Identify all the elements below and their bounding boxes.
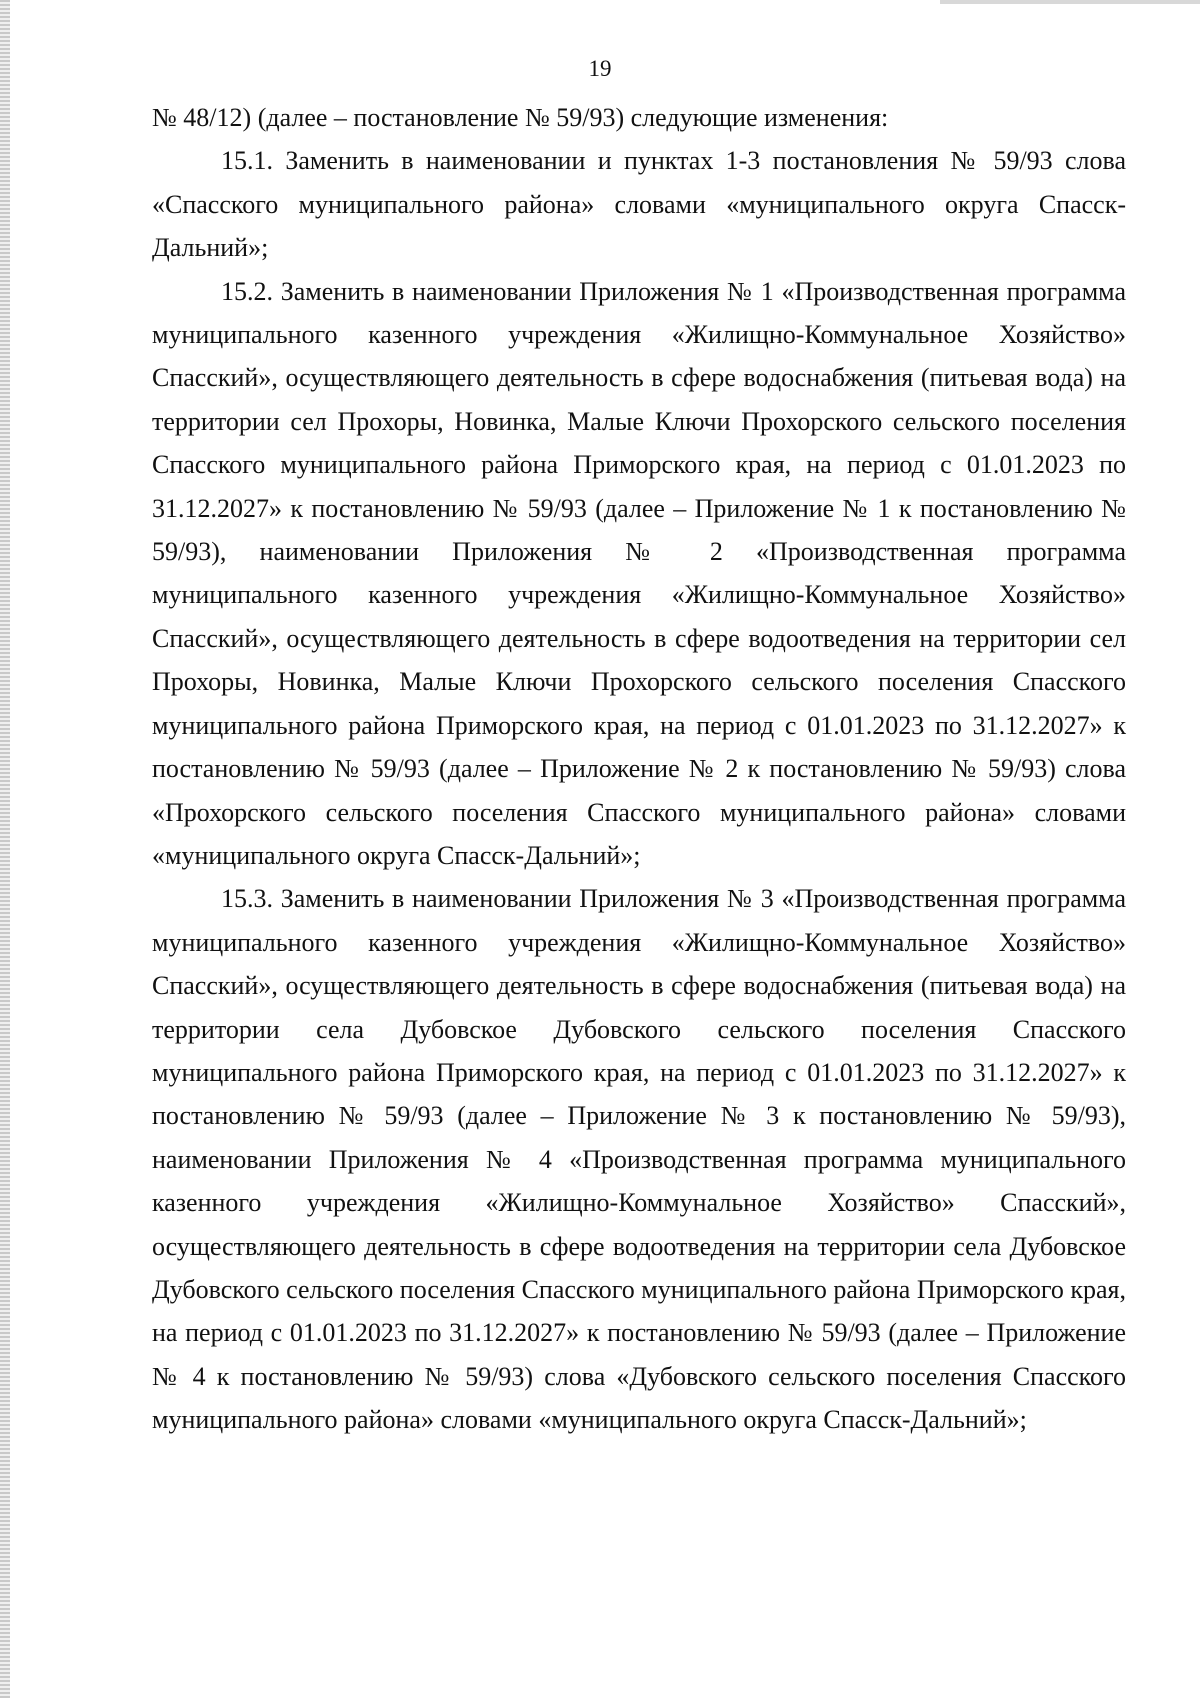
document-body — [152, 96, 1126, 1442]
scan-edge-shading — [0, 0, 10, 1698]
scan-corner-mark — [940, 0, 1200, 4]
page-number: 19 — [588, 56, 612, 81]
paragraph-15-3: 15.3. Заменить в наименовании Приложения № 3 «Производственная программа муниципального казенного учреждения «Жилищно-Коммунальное Хозяйство» Спасский», осуществляющего деятельность в сфере водоснабжения (питьевая вода) на территории села Дубовское Дубовского сельского поселения Спасского муниципального района Приморского края, на период с 01.01.2023 по 31.12.2027» к постановлению № 59/93 (далее – Приложение № 3 к постановлению № 59/93), наименовании Приложения № 4 «Производственная программа муниципального казенного учреждения «Жилищно-Коммунальное Хозяйство» Спасский», осуществляющего деятельность в сфере водоотведения на территории села Дубовское Дубовского сельского поселения Спасского муниципального района Приморского края, на период с 01.01.2023 по 31.12.2027» к постановлению № 59/93 (далее – Приложение № 4 к постановлению № 59/93) слова «Дубовского сельского поселения Спасского муниципального района» словами «муниципального округа Спасск-Дальний»; — [152, 884, 1126, 1435]
paragraph-15-1: 15.1. Заменить в наименовании и пунктах 1-3 постановления № 59/93 слова «Спасского муниципального района» словами «муниципального округа Спасск-Дальний»; — [152, 146, 1126, 263]
paragraph-continuation: № 48/12) (далее – постановление № 59/93) следующие изменения: — [152, 103, 889, 132]
paragraph-15-2: 15.2. Заменить в наименовании Приложения № 1 «Производственная программа муниципального казенного учреждения «Жилищно-Коммунальное Хозяйство» Спасский», осуществляющего деятельность в сфере водоснабжения (питьевая вода) на территории сел Прохоры, Новинка, Малые Ключи Прохорского сельского поселения Спасского муниципального района Приморского края, на период с 01.01.2023 по 31.12.2027» к постановлению № 59/93 (далее – Приложение № 1 к постановлению № 59/93), наименовании Приложения № 2 «Производственная программа муниципального казенного учреждения «Жилищно-Коммунальное Хозяйство» Спасский», осуществляющего деятельность в сфере водоотведения на территории сел Прохоры, Новинка, Малые Ключи Прохорского сельского поселения Спасского муниципального района Приморского края, на период с 01.01.2023 по 31.12.2027» к постановлению № 59/93 (далее – Приложение № 2 к постановлению № 59/93) слова «Прохорского сельского поселения Спасского муниципального района» словами «муниципального округа Спасск-Дальний»; — [152, 276, 1126, 870]
